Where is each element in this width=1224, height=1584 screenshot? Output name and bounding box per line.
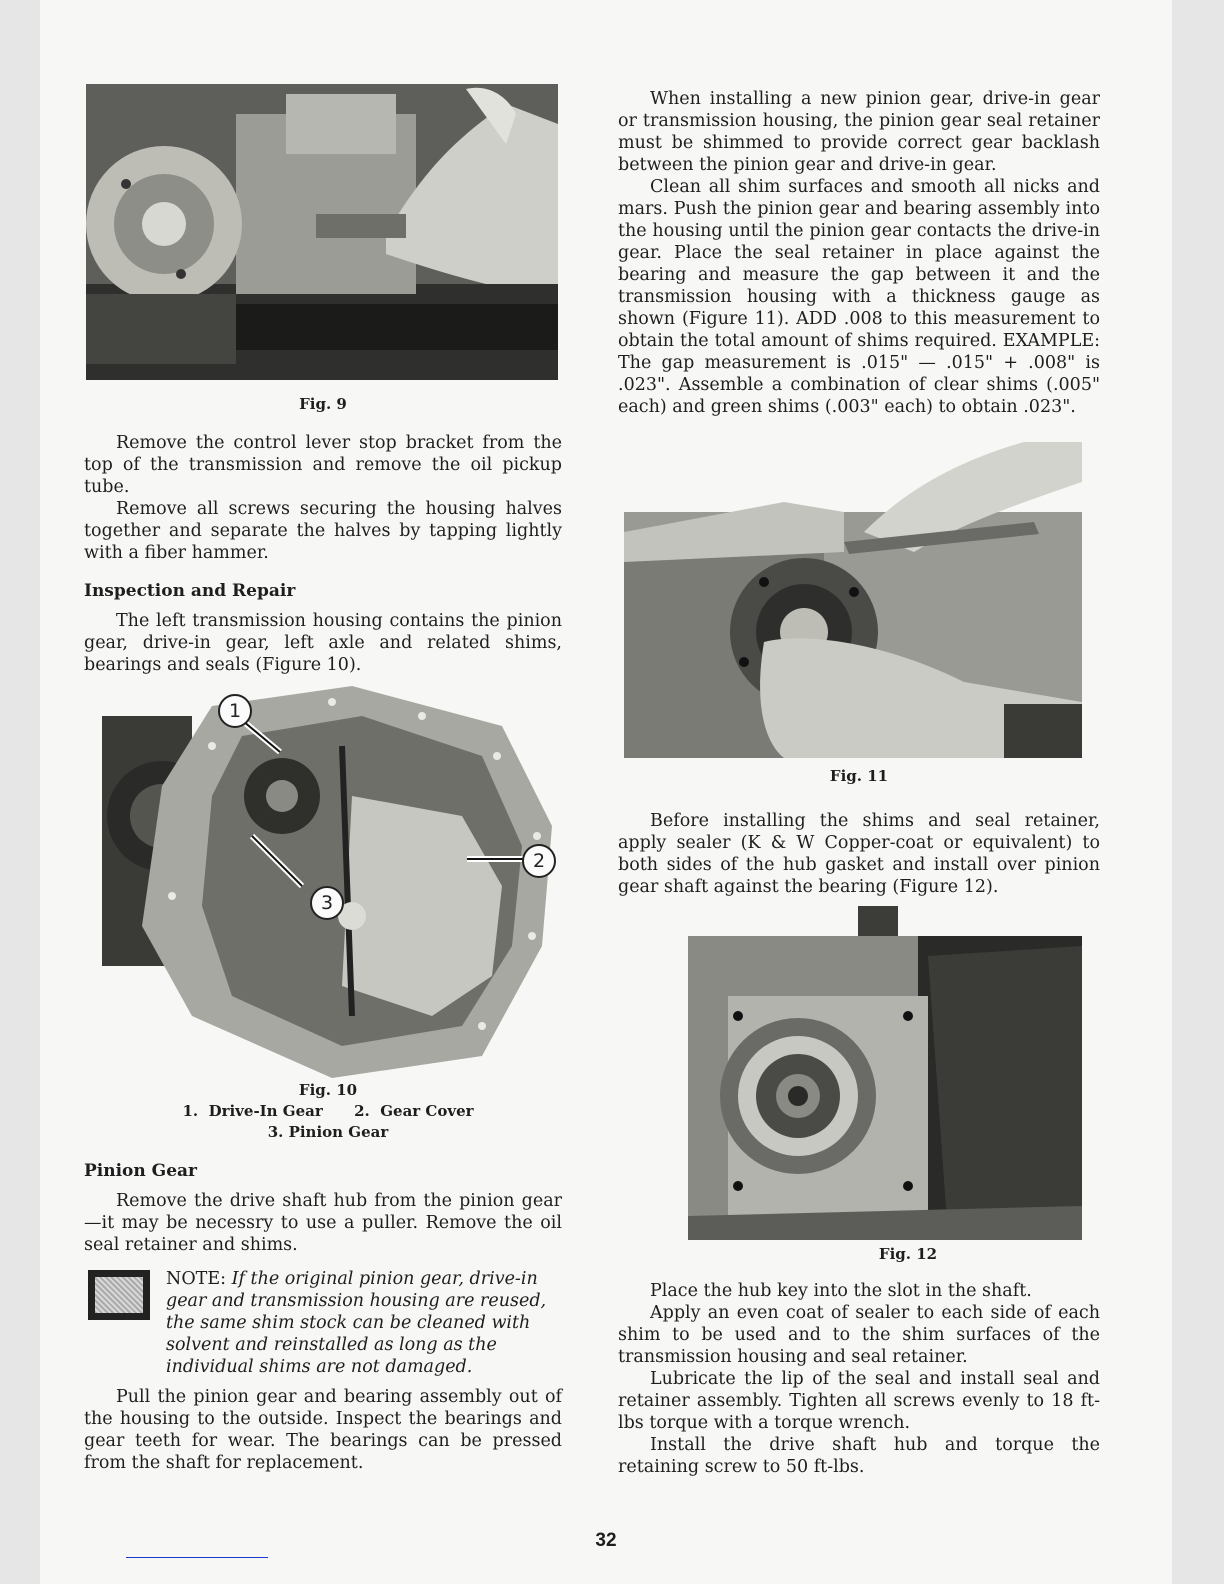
paragraph-lubricate: Lubricate the lip of the seal and install seal and retainer assembly. Tighten all screws evenly to 18 ft-lbs torque with a torque wrench. [618, 1369, 1100, 1433]
heading-inspection-repair: Inspection and Repair [84, 581, 296, 601]
paragraph-pinion: Remove the drive shaft hub from the pinion gear —it may be necessry to use a puller. Remove the oil seal retainer and shims. [84, 1191, 562, 1255]
manual-page [40, 0, 1172, 1584]
note-label: NOTE: [166, 1269, 227, 1289]
fig12-photo [688, 906, 1082, 1240]
heading-pinion-gear: Pinion Gear [84, 1161, 197, 1181]
fig11-photo [624, 442, 1082, 758]
paragraph-clean: Clean all shim surfaces and smooth all nicks and mars. Push the pinion gear and bearing assembly into the housing until the pinion gear contacts the drive-in gear. Place the seal retainer in place against the bearing and measure the gap between it and the transmission housing with a thickness gauge as shown (Figure 11). ADD .008 to this measurement to obtain the total amount of shims required. EXAMPLE: The gap measurement is .015" — .015" + .008" is .023". Assemble a combination of clear shims (.005" each) and green shims (.003" each) to obtain .023". [618, 177, 1100, 417]
paragraph-apply-sealer: Apply an even coat of sealer to each side of each shim to be used and to the shim surfaces of the transmission housing and seal retainer. [618, 1303, 1100, 1367]
fig12-caption: Fig. 12 [878, 1245, 938, 1263]
page-number: 32 [595, 1530, 617, 1551]
fig10-photo [102, 686, 558, 1078]
fig10-legend-line-2: 3. Pinion Gear [267, 1123, 389, 1141]
fig10-legend-line-1: 1. Drive-In Gear 2. Gear Cover [182, 1102, 474, 1120]
fig11-illustration [624, 442, 1082, 758]
fig9-illustration [86, 84, 558, 380]
note-icon [88, 1270, 150, 1320]
paragraph-hub-key: Place the hub key into the slot in the shaft. [650, 1281, 1032, 1301]
fig10-illustration [102, 686, 558, 1078]
note-text [166, 1268, 560, 1378]
footer-rule [126, 1557, 268, 1558]
fig10-callout-3: 3 [310, 886, 344, 920]
paragraph-install-hub: Install the drive shaft hub and torque the retaining screw to 50 ft-lbs. [618, 1435, 1100, 1477]
paragraph-inspection: The left transmission housing contains the pinion gear, drive-in gear, left axle and related shims, bearings and seals (Figure 10). [84, 611, 562, 675]
fig10-caption: Fig. 10 [298, 1081, 358, 1099]
paragraph-remove-screws: Remove all screws securing the housing halves together and separate the halves by tapping lightly with a fiber hammer. [84, 499, 562, 563]
paragraph-before-installing: Before installing the shims and seal retainer, apply sealer (K & W Copper-coat or equivalent) to both sides of the hub gasket and install over pinion gear shaft against the bearing (Figure 12). [618, 811, 1100, 897]
fig11-caption: Fig. 11 [829, 767, 889, 785]
fig10-callout-2: 2 [522, 844, 556, 878]
paragraph-remove-bracket: Remove the control lever stop bracket from the top of the transmission and remove the oil pickup tube. [84, 433, 562, 497]
fig10-caption-block [128, 1080, 528, 1143]
fig10-callout-1: 1 [218, 694, 252, 728]
note-body: If the original pinion gear, drive-in gear and transmission housing are reused, the same shim stock can be cleaned with solvent and reinstalled as long as the individual shims are not damaged. [166, 1269, 547, 1377]
paragraph-pull-pinion: Pull the pinion gear and bearing assembly out of the housing to the outside. Inspect the bearings and gear teeth for wear. The bearings can be pressed from the shaft for replacement. [84, 1387, 562, 1473]
paragraph-installing: When installing a new pinion gear, drive-in gear or transmission housing, the pinion gear seal retainer must be shimmed to provide correct gear backlash between the pinion gear and drive-in gear. [618, 89, 1100, 175]
fig12-illustration [688, 906, 1082, 1240]
fig9-photo [86, 84, 558, 380]
fig9-caption: Fig. 9 [299, 395, 347, 413]
